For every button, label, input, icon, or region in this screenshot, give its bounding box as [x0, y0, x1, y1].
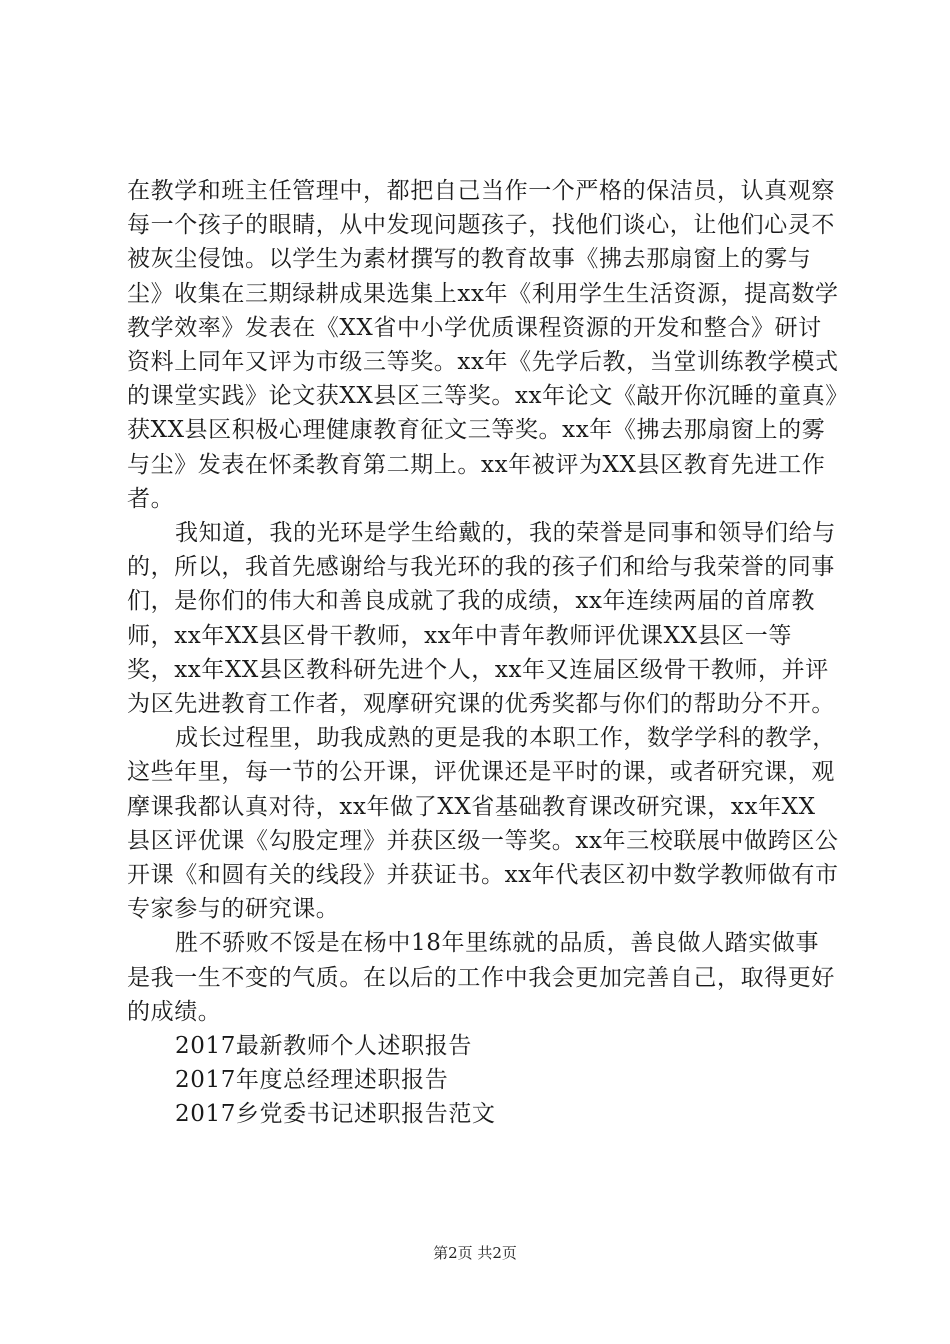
- paragraph-conclusion: 胜不骄败不馁是在杨中18年里练就的品质，善良做人踏实做事是我一生不变的气质。在以后的工作中我会更加完善自己，取得更好的成绩。: [127, 930, 835, 1025]
- document-body: [127, 174, 839, 1132]
- paragraph-gratitude: 我知道，我的光环是学生给戴的，我的荣誉是同事和领导们给与的，所以，我首先感谢给与我光环的我的孩子们和给与我荣誉的同事们，是你们的伟大和善良成就了我的成绩，xx年连续两届的首席教师，xx年XX县区骨干教师，xx年中青年教师评优课XX县区一等奖，xx年XX县区教科研先进个人，xx年又连届区级骨干教师，并评为区先进教育工作者，观摩研究课的优秀奖都与你们的帮助分不开。: [127, 520, 836, 718]
- page-number-footer: 第2页 共2页: [433, 1244, 517, 1262]
- related-link-manager-report[interactable]: 2017年度总经理述职报告: [175, 1067, 449, 1094]
- paragraph-awards-record: 在教学和班主任管理中，都把自己当作一个严格的保洁员，认真观察每一个孩子的眼睛，从中发现问题孩子，找他们谈心，让他们心灵不被灰尘侵蚀。以学生为素材撰写的教育故事《拂去那扇窗上的雾与尘》收集在三期绿耕成果选集上xx年《利用学生生活资源，提高数学教学效率》发表在《XX省中小学优质课程资源的开发和整合》研讨资料上同年又评为市级三等奖。xx年《先学后教，当堂训练教学模式的课堂实践》论文获XX县区三等奖。xx年论文《敲开你沉睡的童真》获XX县区积极心理健康教育征文三等奖。xx年《拂去那扇窗上的雾与尘》发表在怀柔教育第二期上。xx年被评为XX县区教育先进工作者。: [127, 178, 839, 512]
- related-link-teacher-report[interactable]: 2017最新教师个人述职报告: [175, 1033, 472, 1060]
- related-links-list: [127, 1029, 839, 1132]
- paragraph-teaching-growth: 成长过程里，助我成熟的更是我的本职工作，数学学科的教学，这些年里，每一节的公开课，评优课还是平时的课，或者研究课，观摩课我都认真对待，xx年做了XX省基础教育课改研究课，xx年XX县区评优课《勾股定理》并获区级一等奖。xx年三校联展中做跨区公开课《和圆有关的线段》并获证书。xx年代表区初中数学教师做有市专家参与的研究课。: [127, 725, 839, 923]
- related-link-secretary-report[interactable]: 2017乡党委书记述职报告范文: [175, 1101, 496, 1128]
